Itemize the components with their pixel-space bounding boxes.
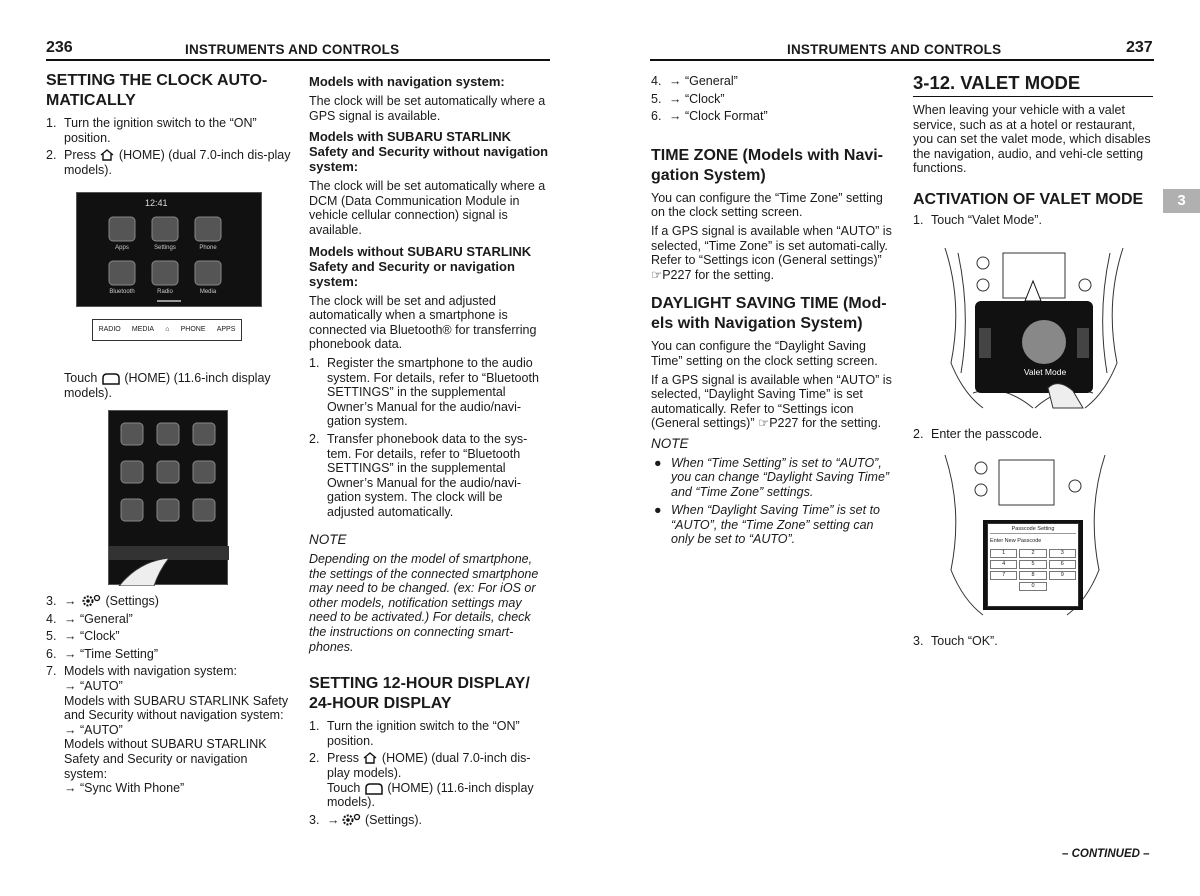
paragraph: You can configure the “Time Zone” setting on the clock setting screen. <box>651 190 883 220</box>
key-8[interactable]: 8 <box>1019 571 1046 580</box>
chapter-tab: 3 <box>1163 189 1200 213</box>
list-item: ● When “Time Setting” is set to “AUTO”, you can change “Daylight Saving Time” and “Time Zone” settings. <box>654 455 890 499</box>
steps-list <box>46 116 291 177</box>
svg-text:Apps: Apps <box>115 245 129 251</box>
note-label: NOTE <box>651 435 689 451</box>
paragraph: If a GPS signal is available when “AUTO” is selected, “Daylight Saving Time” is set automatically. Refer to “Settings icon (General settings)” ☞P227 for the setting. <box>651 372 892 431</box>
paragraph: If a GPS signal is available when “AUTO” is selected, “Time Zone” is set automati-cally. Refer to “Settings icon (General settings)” ☞P227 for the setting. <box>651 223 892 282</box>
key-0[interactable]: 0 <box>1019 582 1046 591</box>
page-number-left: 236 <box>46 39 73 56</box>
apps-button[interactable]: APPS <box>216 325 236 333</box>
list-item: 3. Touch “OK”. <box>913 634 998 648</box>
paragraph: The clock will be set automatically where a DCM (Data Communication Module in vehicle cellular connection) signal is available. <box>309 179 546 237</box>
list-item: 4. → “General” <box>46 611 133 626</box>
right-column-2 <box>913 72 1153 231</box>
section-heading-time-zone: TIME ZONE (Models with Navi- gation System) <box>651 146 884 184</box>
running-head-left: INSTRUMENTS AND CONTROLS <box>185 42 400 57</box>
console-drawing <box>943 243 1125 413</box>
key-2[interactable]: 2 <box>1019 549 1046 558</box>
list-item: 2. Press (HOME) (dual 7.0-inch dis-play models). Touch (HOME) (11.6-inch display models). <box>309 751 534 810</box>
header-rule-right <box>650 59 1154 61</box>
paragraph: When leaving your vehicle with a valet service, such as at a hotel or restaurant, you can set the valet mode, which disables the navigation, audio, and vehi-cle setting functions. <box>913 103 1151 176</box>
key-4[interactable]: 4 <box>990 560 1017 569</box>
left-column-1 <box>46 71 291 180</box>
list-item: 3. → (Settings). <box>309 812 422 827</box>
steps-list <box>46 594 291 796</box>
subheading-nav: Models with navigation system: <box>309 74 505 89</box>
section-heading-activation: ACTIVATION OF VALET MODE <box>913 190 1144 208</box>
chapter-heading-valet: 3-12. VALET MODE <box>913 72 1081 93</box>
app-grid-11inch <box>109 411 229 586</box>
step-3-container <box>913 634 1153 652</box>
home-screen-7inch-image <box>76 192 262 307</box>
home-tab-icon <box>101 372 121 385</box>
passcode-illustration <box>943 450 1107 618</box>
key-9[interactable]: 9 <box>1049 571 1076 580</box>
steps-list <box>913 213 1153 228</box>
page-number-right: 237 <box>1126 39 1153 56</box>
list-item: ● When “Daylight Saving Time” is set to “AUTO”, the “Time Zone” setting can only be set to “AUTO”. <box>654 503 880 547</box>
media-button[interactable]: MEDIA <box>131 325 155 333</box>
dialog-title: Passcode Setting <box>990 526 1076 534</box>
steps-list <box>651 74 893 124</box>
list-item: 2. Press (HOME) (dual 7.0-inch dis-play models). <box>46 148 291 177</box>
key-7[interactable]: 7 <box>990 571 1017 580</box>
keypad <box>990 549 1076 591</box>
section-heading-clock-auto: SETTING THE CLOCK AUTO- MATICALLY <box>46 72 268 109</box>
right-column-1 <box>651 74 893 551</box>
left-steps-3-7 <box>46 594 291 799</box>
screen-time: 12:41 <box>145 198 168 208</box>
valet-mode-illustration <box>943 243 1125 413</box>
list-item: 2. Enter the passcode. <box>913 427 1043 441</box>
note-label: NOTE <box>309 532 347 548</box>
home-icon[interactable]: ⌂ <box>165 325 170 333</box>
steps-list <box>913 427 1153 442</box>
list-item: 5. → “Clock” <box>46 629 120 644</box>
key-6[interactable]: 6 <box>1049 560 1076 569</box>
passcode-dialog <box>987 523 1079 607</box>
sub-steps-list <box>309 356 551 520</box>
settings-gear-icon <box>340 813 362 827</box>
subheading-starlink: Models with SUBARU STARLINK Safety and Security without navigation system: <box>309 129 549 175</box>
list-item: 6. → “Time Setting” <box>46 646 159 661</box>
list-item: 5. → “Clock” <box>651 91 725 106</box>
subheading-without: Models without SUBARU STARLINK Safety and Security or navigation system: <box>309 243 532 289</box>
section-heading-12-24-hour: SETTING 12-HOUR DISPLAY/ 24-HOUR DISPLAY <box>309 675 530 713</box>
svg-text:Settings: Settings <box>154 245 176 251</box>
paragraph: The clock will be set automatically where a GPS signal is available. <box>309 94 546 123</box>
list-item: 1. Register the smartphone to the audio system. For details, refer to “Bluetooth SETTINGS” in the supplemental Owner’s Manual for the audio/navi-gation system. <box>309 355 539 429</box>
list-item: 3. → (Settings) <box>46 594 159 608</box>
svg-text:Phone: Phone <box>199 245 217 251</box>
key-3[interactable]: 3 <box>1049 549 1076 558</box>
app-grid <box>77 193 263 308</box>
list-item: 1. Turn the ignition switch to the “ON” position. <box>309 719 520 748</box>
running-head-right: INSTRUMENTS AND CONTROLS <box>787 42 1002 57</box>
settings-gear-icon <box>80 594 102 608</box>
home-icon <box>99 148 115 162</box>
steps-list <box>309 719 551 827</box>
list-item: 1. Turn the ignition switch to the “ON” position. <box>46 116 257 145</box>
valet-mode-button[interactable]: Valet Mode <box>1023 367 1067 377</box>
radio-button[interactable]: RADIO <box>98 325 121 333</box>
svg-text:Radio: Radio <box>157 289 173 295</box>
heading-underline <box>913 96 1153 97</box>
svg-text:Media: Media <box>199 289 217 295</box>
passcode-prompt: Enter New Passcode <box>990 538 1042 544</box>
list-item: 4. → “General” <box>651 74 738 88</box>
steps-list <box>913 634 1153 649</box>
list-item: 6. → “Clock Format” <box>651 109 768 124</box>
note-text: Depending on the model of smartphone, the settings of the connected smartphone may need to be changed. (ex: For iOS or other models, notification settings may need to be activated.) For details, check the instructions on connecting smart-phones. <box>309 552 539 654</box>
header-rule-left <box>46 59 550 61</box>
list-item: 1. Touch “Valet Mode”. <box>913 212 1042 227</box>
continued-label: – CONTINUED – <box>1062 848 1150 860</box>
touch-home-instruction: Touch (HOME) (11.6-inch display models). <box>64 371 271 400</box>
home-icon <box>362 751 378 765</box>
key-5[interactable]: 5 <box>1019 560 1046 569</box>
list-item: 7. Models with navigation system: → “AUTO” Models with SUBARU STARLINK Safety and Security without navigation system: → “AUTO” Models without SUBARU STARLINK Safety and Security or navigation system: → “Sync With Phone” <box>46 664 289 796</box>
step-2-container <box>913 427 1153 445</box>
svg-text:Bluetooth: Bluetooth <box>109 289 135 295</box>
section-heading-dst: DAYLIGHT SAVING TIME (Mod- els with Navigation System) <box>651 295 887 333</box>
home-screen-11inch-image <box>108 410 228 585</box>
phone-button[interactable]: PHONE <box>180 325 206 333</box>
left-column-2 <box>309 74 551 830</box>
note-list <box>651 456 893 548</box>
paragraph: You can configure the “Daylight Saving Time” setting on the clock setting screen. <box>651 339 878 368</box>
paragraph: The clock will be set and adjusted automatically when a smartphone is connected via Bluetooth® for transferring phonebook data. <box>309 293 537 352</box>
list-item: 2. Transfer phonebook data to the sys-tem. For details, refer to “Bluetooth SETTINGS” in the supplemental Owner’s Manual for the audio/navi-gation system. The clock will be adjusted automatically. <box>309 431 528 519</box>
home-tab-icon <box>364 782 384 795</box>
hardware-button-strip <box>92 319 242 341</box>
key-1[interactable]: 1 <box>990 549 1017 558</box>
